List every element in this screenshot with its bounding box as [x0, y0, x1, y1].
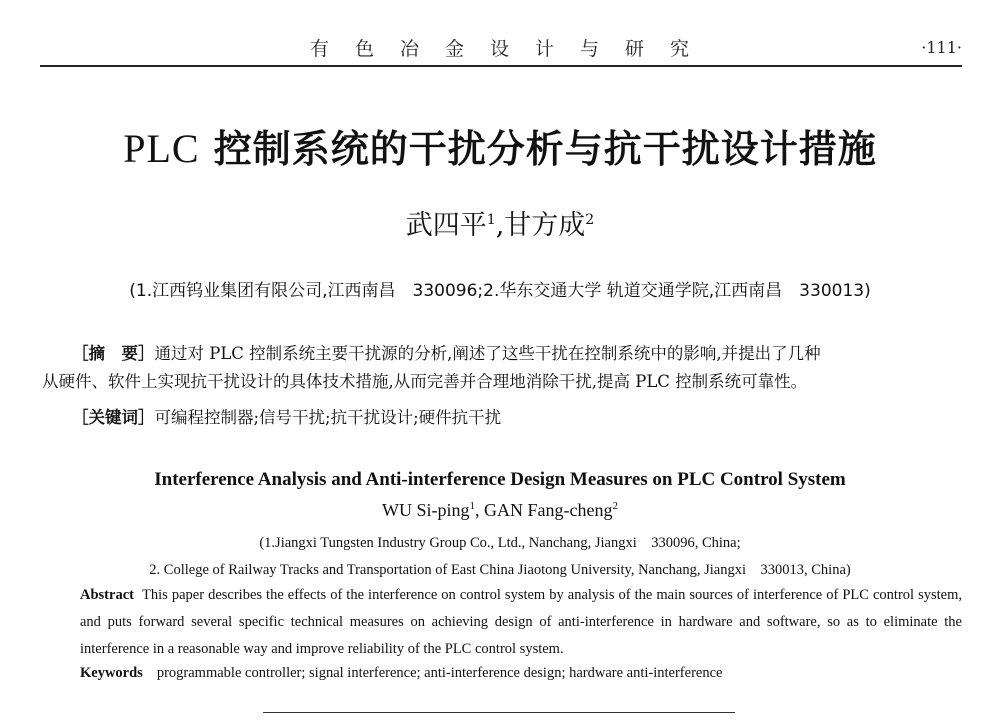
keywords-en-text: programmable controller; signal interference; anti-interference design; hardware anti-interference — [156, 665, 723, 681]
author-name: GAN Fang-cheng — [484, 500, 613, 520]
paper-title-en: Interference Analysis and Anti-interference Design Measures on PLC Control System — [154, 469, 846, 490]
abstract-en-paragraph — [42, 582, 962, 663]
abstract-en-text: This paper describes the effects of the interference on control system by analysis of the main sources of interference of PLC control system, and puts forward several specific technical measures on achieving design of anti-interference in hardware and software, so as to eliminate the interference in a reasonable way and improve reliability of the PLC control system. — [80, 587, 962, 657]
keywords-cn-tag: ［关键词］ — [72, 408, 155, 427]
author-superscript: 2 — [585, 212, 595, 228]
abstract-cn-line — [42, 340, 962, 368]
abstract-cn-tag: ［摘 要］ — [72, 344, 155, 363]
author-name: 武四平 — [405, 210, 487, 241]
paper-title-cn-text: 控制系统的干扰分析与抗干扰设计措施 — [199, 127, 877, 171]
header-rule — [40, 65, 962, 67]
running-header — [40, 0, 962, 68]
abstract-en — [42, 582, 962, 663]
abstract-cn-text: 通过对 PLC 控制系统主要干扰源的分析,阐述了这些干扰在控制系统中的影响,并提出了几种 — [154, 344, 821, 363]
author-superscript: 1 — [469, 500, 475, 512]
author-superscript: 2 — [612, 500, 618, 512]
footnote-rule — [263, 712, 735, 713]
keywords-en — [80, 665, 722, 682]
affiliation-en-2: 2. College of Railway Tracks and Transportation of East China Jiaotong University, Nanchang, Jiangxi 330013, China) — [149, 562, 851, 578]
keywords-cn — [72, 404, 501, 428]
author-separator: , — [475, 500, 484, 520]
paper-title-cn — [0, 118, 1000, 173]
page-number: ·111· — [921, 38, 962, 57]
keywords-cn-text: 可编程控制器;信号干扰;抗干扰设计;硬件抗干扰 — [154, 408, 502, 427]
journal-title: 有色冶金设计与研究 — [310, 38, 716, 60]
abstract-cn-line: 从硬件、软件上实现抗干扰设计的具体技术措施,从而完善并合理地消除干扰,提高 PLC 控制系统可靠性。 — [42, 372, 808, 391]
author-superscript: 1 — [486, 212, 496, 228]
abstract-cn — [42, 340, 962, 396]
abstract-en-tag: Abstract — [80, 587, 134, 603]
author-name: 甘方成 — [504, 210, 586, 241]
authors-en — [0, 500, 1000, 521]
paper-title-cn-latin: PLC — [123, 126, 200, 171]
affiliation-cn: (1.江西钨业集团有限公司,江西南昌 330096;2.华东交通大学 轨道交通学院,江西南昌 330013) — [129, 281, 871, 301]
author-separator: , — [495, 210, 505, 241]
keywords-en-tag: Keywords — [80, 665, 143, 681]
affiliation-en-1: (1.Jiangxi Tungsten Industry Group Co., Ltd., Nanchang, Jiangxi 330096, China; — [259, 535, 741, 551]
authors-cn — [0, 203, 1000, 242]
author-name: WU Si-ping — [382, 500, 470, 520]
